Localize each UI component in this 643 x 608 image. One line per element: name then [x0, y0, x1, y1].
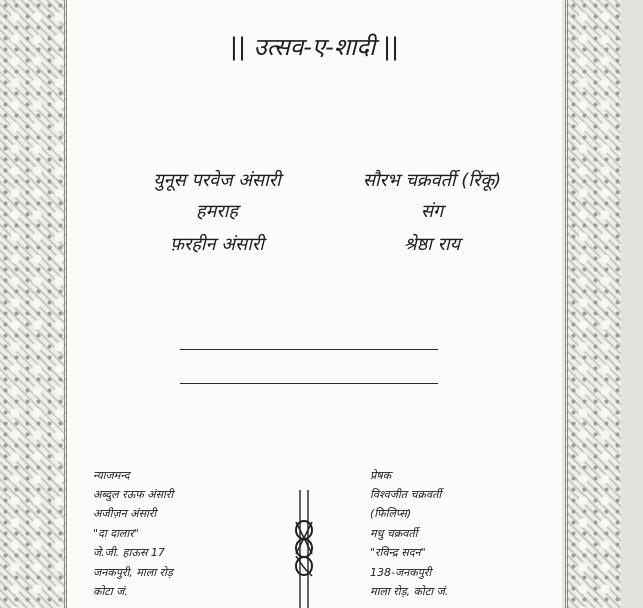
- sender-line: मधु चक्रवर्ती: [370, 527, 418, 540]
- invitation-card: [67, 0, 562, 608]
- sender-line: "रविन्द्र सदन": [370, 546, 426, 559]
- sender-line: विश्वजीत चक्रवर्ती: [370, 488, 442, 501]
- inviter-line: जनकपुरी, माला रोड़: [93, 566, 173, 579]
- inviter-line: कोटा जं.: [93, 585, 128, 598]
- knot-ornament-icon: [289, 490, 319, 608]
- blank-line-1: [180, 349, 438, 350]
- blank-line-2: [180, 383, 438, 384]
- sender-line: माला रोड़, कोटा जं.: [370, 585, 449, 598]
- page-edge: [621, 0, 643, 608]
- bride-relation: संग: [420, 201, 444, 222]
- decorative-border-right: [565, 0, 624, 608]
- bride-name: सौरभ चक्रवर्ती (रिंकू): [362, 170, 502, 191]
- groom-relation: हमराह: [196, 201, 238, 222]
- invitation-title: || उत्सव-ए-शादी ||: [229, 33, 400, 61]
- inviter-line: "दा दालार": [93, 527, 139, 540]
- bride-partner-name: श्रेष्ठा राय: [403, 234, 461, 255]
- groom-name: युनूस परवेज अंसारी: [153, 170, 281, 191]
- sender-heading: प्रेषक: [370, 469, 392, 482]
- inviter-line: अजीज़न अंसारी: [93, 507, 157, 520]
- groom-partner-name: फ़रहीन अंसारी: [170, 234, 264, 255]
- decorative-border-left: [0, 0, 67, 608]
- inviter-line: जे.जी. हाऊस 17: [93, 546, 165, 559]
- inviter-heading: न्याजमन्द: [93, 469, 130, 482]
- sender-line: (फिलिप्स): [370, 507, 412, 520]
- sender-line: 138-जनकपुरी: [370, 566, 432, 579]
- inviter-line: अब्दुल रऊफ अंसारी: [93, 488, 174, 501]
